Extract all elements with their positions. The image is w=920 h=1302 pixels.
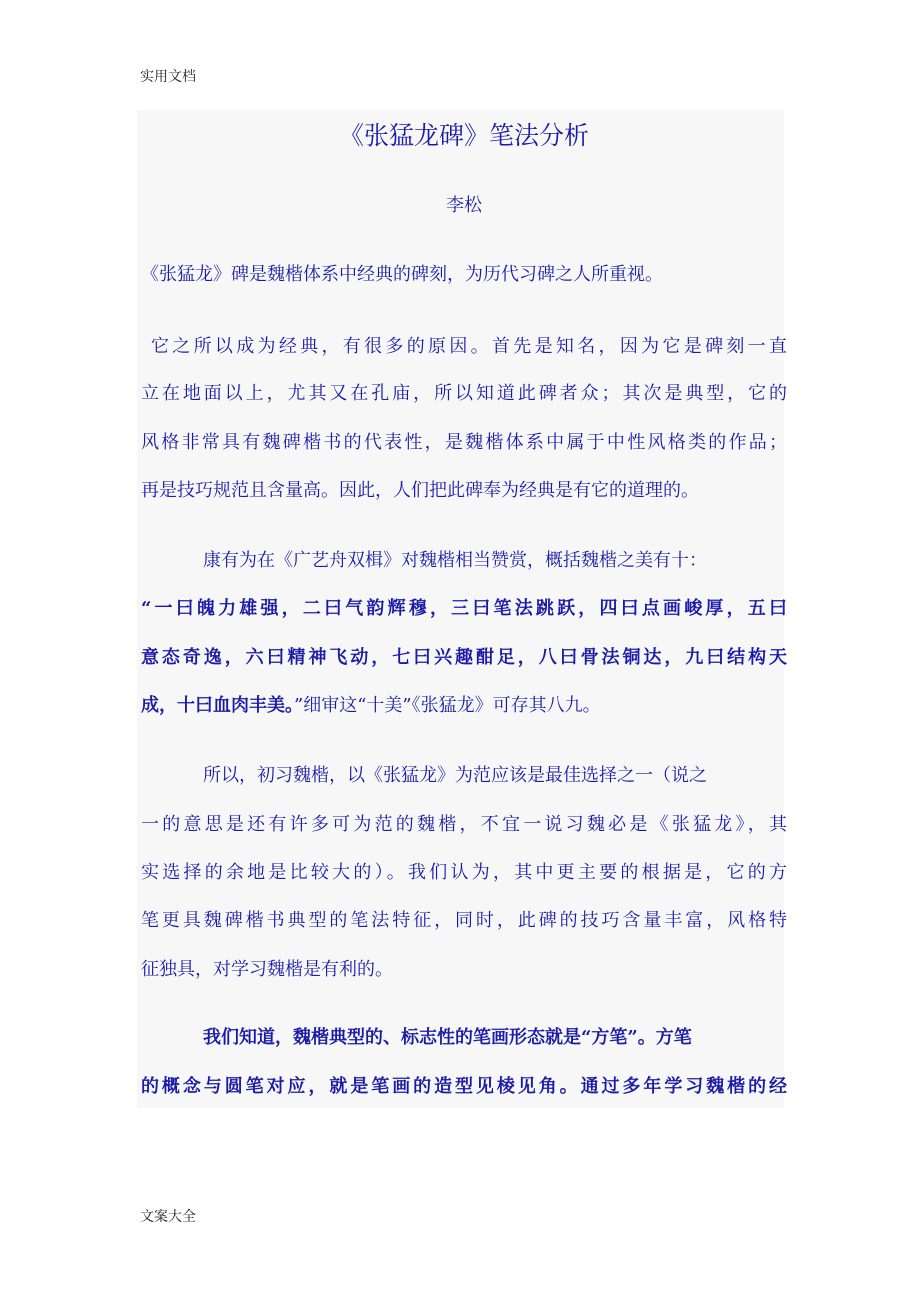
paragraph-3-line-3: 意态奇逸，六曰精神飞动，七曰兴趣酣足，八曰骨法铜达，九曰结构天 <box>141 647 787 668</box>
article-author: 李松 <box>446 195 482 216</box>
paragraph-4-line-3: 实选择的余地是比较大的）。我们认为，其中更主要的根据是，它的方 <box>141 862 787 883</box>
paragraph-3-line-4 <box>141 693 787 719</box>
paragraph-4-line-5: 征独具，对学习魏楷是有利的。 <box>141 959 393 980</box>
article-title: 《张猛龙碑》笔法分析 <box>338 121 589 150</box>
page-header: 实用文档 <box>140 69 196 85</box>
paragraph-2-line-2: 立在地面以上，尤其又在孔庙，所以知道此碑者众；其次是典型，它的 <box>141 383 787 404</box>
paragraph-2-line-1: 它之所以成为经典，有很多的原因。首先是知名，因为它是碑刻一直 <box>151 336 787 357</box>
paragraph-4-line-1: 所以，初习魏楷，以《张猛龙》为范应该是最佳选择之一（说之 <box>203 765 707 786</box>
paragraph-5-line-1: 我们知道，魏楷典型的、标志性的笔画形态就是“方笔”。方笔 <box>203 1027 692 1048</box>
paragraph-4-line-2: 一的意思是还有许多可为范的魏楷，不宜一说习魏必是《张猛龙》，其 <box>141 814 787 835</box>
quote-end-bold: 成，十曰血肉丰美。 <box>141 695 294 716</box>
paragraph-3-line-2: “一曰魄力雄强，二曰气韵辉穆，三曰笔法跳跃，四曰点画峻厚，五曰 <box>141 598 787 619</box>
paragraph-4-line-4: 笔更具魏碑楷书典型的笔法特征，同时，此碑的技巧含量丰富，风格特 <box>141 910 787 931</box>
paragraph-2-line-3: 风格非常具有魏碑楷书的代表性，是魏楷体系中属于中性风格类的作品； <box>141 432 787 453</box>
paragraph-2-line-4: 再是技巧规范且含量高。因此，人们把此碑奉为经典是有它的道理的。 <box>141 480 699 501</box>
page-footer: 文案大全 <box>140 1209 196 1225</box>
paragraph-1-line-1: 《张猛龙》碑是魏楷体系中经典的碑刻，为历代习碑之人所重视。 <box>141 264 663 285</box>
paragraph-5-line-2: 的概念与圆笔对应，就是笔画的造型见棱见角。通过多年学习魏楷的经 <box>141 1076 787 1097</box>
quote-end-rest: ”细审这“十美”《张猛龙》可存其八九。 <box>294 695 601 716</box>
paragraph-3-line-1: 康有为在《广艺舟双楫》对魏楷相当赞赏，概括魏楷之美有十： <box>203 550 707 571</box>
